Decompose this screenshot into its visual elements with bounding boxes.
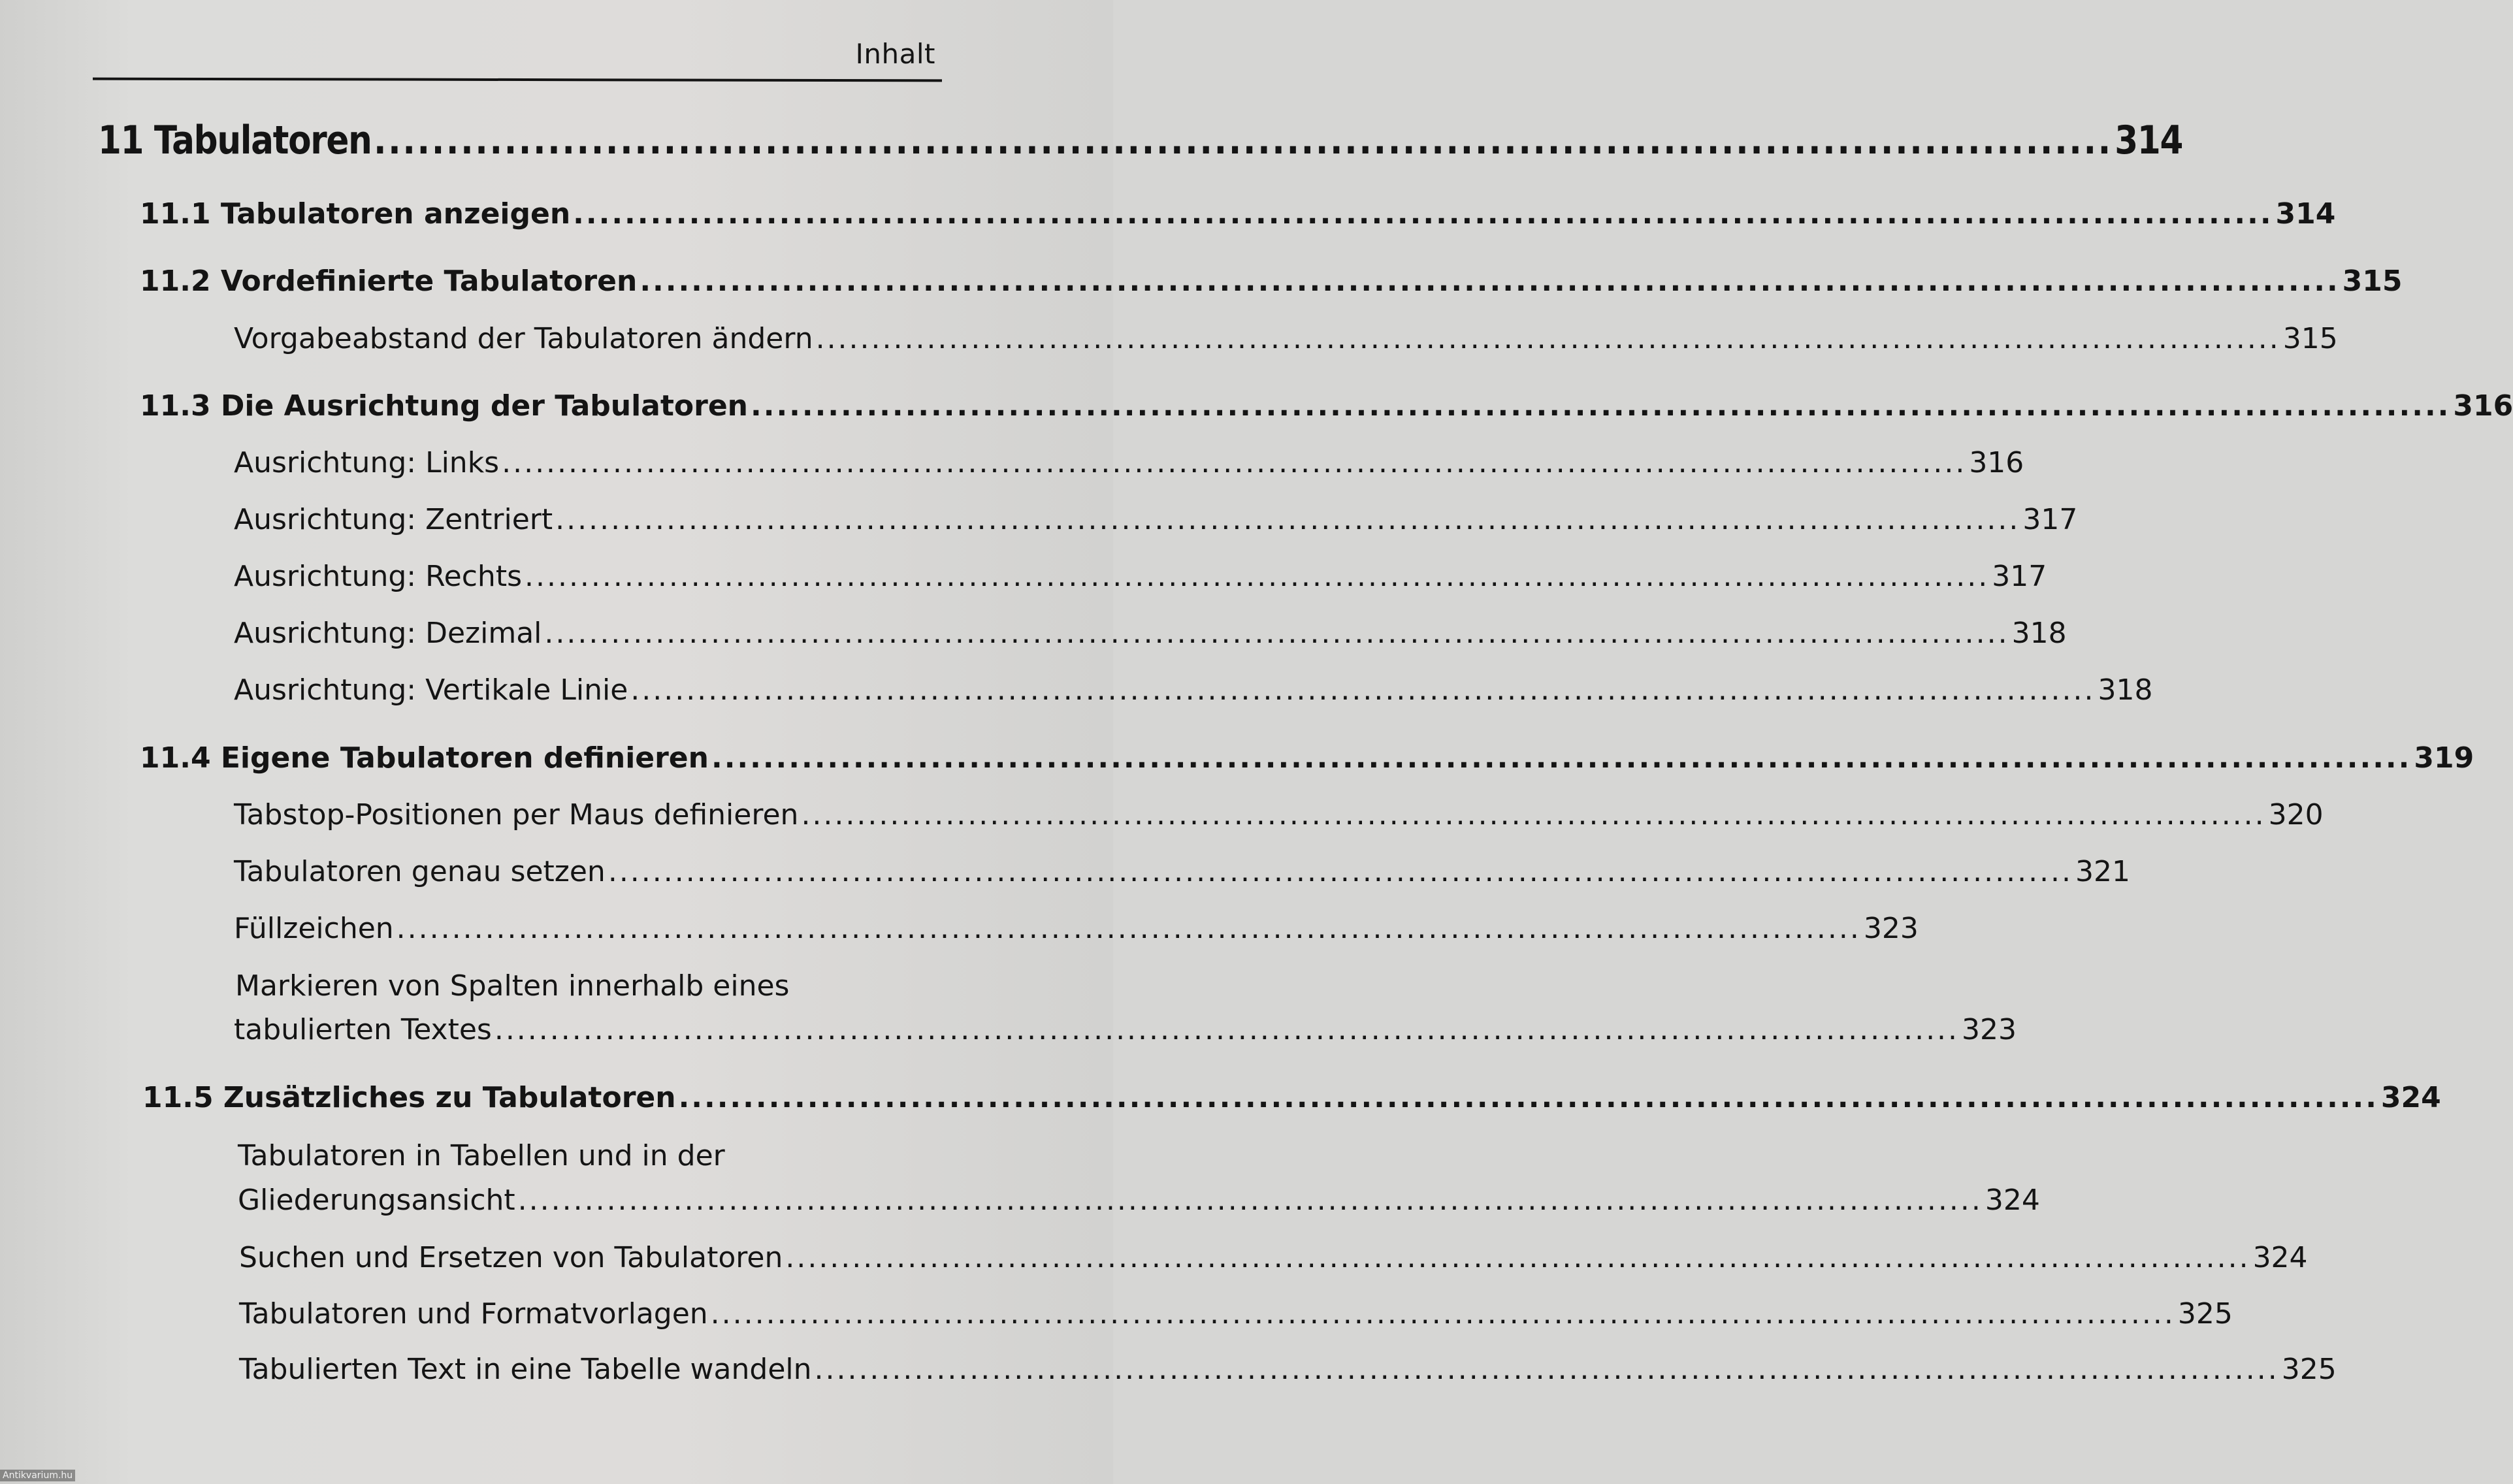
entry-title: 11.1 Tabulatoren anzeigen: [140, 197, 571, 231]
entry-page-number: 325: [2281, 1353, 2337, 1386]
entry-title: Füllzeichen: [234, 912, 394, 945]
dot-leader: ....................................................................................................................................: [502, 446, 1967, 479]
toc-subentry: [234, 560, 2047, 593]
entry-page-number: 320: [2268, 798, 2324, 831]
toc-subentry: [234, 855, 2131, 888]
toc-subentry: [234, 446, 2024, 479]
entry-page-number: 318: [2098, 673, 2153, 707]
entry-title: Ausrichtung: Vertikale Linie: [234, 673, 628, 707]
entry-page-number: 324: [2380, 1081, 2441, 1114]
toc-subentry: [239, 1241, 2308, 1274]
dot-leader: ....................................................................................................................................: [710, 1297, 2175, 1331]
toc-subentry: [234, 617, 2067, 650]
dot-leader: ....................................................................................................................................: [815, 322, 2280, 355]
entry-page-number: 319: [2414, 741, 2474, 775]
entry-title: 11.4 Eigene Tabulatoren definieren: [140, 741, 709, 775]
header-rule: [93, 78, 942, 82]
toc-subentry: [234, 322, 2338, 355]
entry-title: 11.3 Die Ausrichtung der Tabulatoren: [140, 389, 749, 423]
chapter-page-number: 314: [2115, 118, 2183, 163]
entry-title: Ausrichtung: Links: [234, 446, 500, 479]
entry-page-number: 323: [1863, 912, 1919, 945]
entry-title: Tabulierten Text in eine Tabelle wandeln: [239, 1353, 812, 1386]
entry-title: 11.2 Vordefinierte Tabulatoren: [140, 265, 638, 298]
entry-title: Suchen und Ersetzen von Tabulatoren: [239, 1241, 783, 1274]
dot-leader: ....................................................................................................................................: [678, 1081, 2378, 1114]
entry-page-number: 323: [1962, 1013, 2017, 1046]
toc-section-entry: [140, 741, 2474, 775]
entry-title: Tabstop-Positionen per Maus definieren: [234, 798, 799, 831]
toc-subentry: [234, 673, 2153, 707]
entry-title: Ausrichtung: Zentriert: [234, 503, 553, 536]
dot-leader: ....................................................................................................................................: [517, 1184, 1983, 1217]
entry-page-number: 316: [1969, 446, 2024, 479]
entry-page-number: 324: [2252, 1241, 2308, 1274]
entry-title: Tabulatoren genau setzen: [234, 855, 606, 888]
entry-title-line1: Markieren von Spalten innerhalb eines: [235, 969, 790, 1003]
dot-leader: ....................................................................................................................................: [573, 197, 2273, 231]
entry-page-number: 318: [2011, 617, 2067, 650]
toc-subentry: [238, 1184, 2040, 1217]
entry-title: tabulierten Textes: [234, 1013, 492, 1046]
entry-page-number: 315: [2282, 322, 2338, 355]
dot-leader: ....................................................................................................................................: [544, 617, 2009, 650]
entry-page-number: 316: [2453, 389, 2513, 423]
toc-subentry: [234, 912, 1919, 945]
dot-leader: ....................................................................................................................................: [555, 503, 2020, 536]
entry-title: 11.5 Zusätzliches zu Tabulatoren: [142, 1081, 676, 1114]
entry-title: Gliederungsansicht: [238, 1184, 515, 1217]
dot-leader: ....................................................................................................................................: [785, 1241, 2250, 1274]
toc-subentry: [239, 1297, 2233, 1331]
dot-leader: ....................................................................................................................................: [711, 741, 2412, 775]
dot-leader: ....................................................................................................................................: [494, 1013, 1960, 1046]
entry-page-number: 315: [2342, 265, 2403, 298]
toc-section-entry: [142, 1081, 2441, 1114]
chapter-title: 11 Tabulatoren: [98, 118, 372, 163]
toc-section-entry: [140, 389, 2513, 423]
entry-page-number: 324: [1985, 1184, 2040, 1217]
toc-section-entry: [140, 197, 2336, 231]
running-head: Inhalt: [855, 38, 935, 70]
dot-leader: ....................................................................................................................................: [801, 798, 2266, 831]
dot-leader: ....................................................................................................................................: [751, 389, 2451, 423]
entry-page-number: 317: [2022, 503, 2078, 536]
entry-page-number: 317: [1992, 560, 2047, 593]
toc-subentry: [234, 1013, 2017, 1046]
toc-chapter-entry: [98, 118, 2183, 163]
dot-leader: ....................................................................................................................................: [640, 265, 2340, 298]
toc-subentry: [239, 1353, 2337, 1386]
toc-section-entry: [140, 265, 2403, 298]
dot-leader: ....................................................................................................................................: [630, 673, 2096, 707]
dot-leader: ....................................................................................................................................: [814, 1353, 2279, 1386]
dot-leader: ........................................................................................................................: [373, 118, 2113, 163]
entry-page-number: 321: [2075, 855, 2131, 888]
dot-leader: ....................................................................................................................................: [396, 912, 1861, 945]
entry-title: Ausrichtung: Dezimal: [234, 617, 542, 650]
entry-page-number: 314: [2275, 197, 2336, 231]
entry-title: Ausrichtung: Rechts: [234, 560, 522, 593]
dot-leader: ....................................................................................................................................: [608, 855, 2073, 888]
entry-title: Tabulatoren und Formatvorlagen: [239, 1297, 708, 1331]
toc-subentry: [234, 798, 2324, 831]
entry-title: Vorgabeabstand der Tabulatoren ändern: [234, 322, 813, 355]
dot-leader: ....................................................................................................................................: [525, 560, 1990, 593]
toc-subentry: [234, 503, 2078, 536]
entry-title-line1: Tabulatoren in Tabellen und in der: [238, 1139, 725, 1172]
watermark: Antikvarium.hu: [0, 1470, 75, 1481]
entry-page-number: 325: [2177, 1297, 2233, 1331]
